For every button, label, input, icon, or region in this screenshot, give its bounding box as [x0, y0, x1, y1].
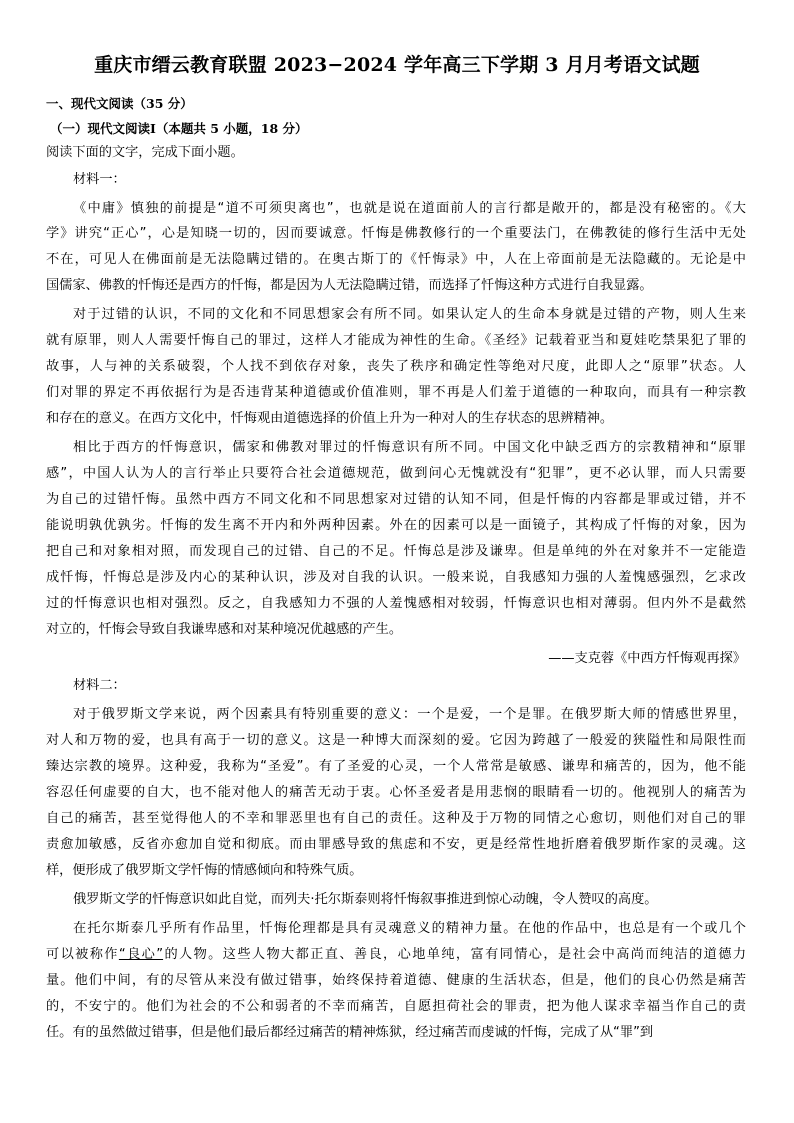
instruction-text: 阅读下面的文字，完成下面小题。 [46, 145, 244, 160]
paragraph-line: 相比于西方的忏悔意识，儒家和佛教对罪过的忏悔意识有所不同。中国文化中缺乏西方的宗教精神和“原罪 [73, 440, 746, 455]
paragraph-line: 把自己和对象相对照，而发现自己的过错、自己的不足。忏悔总是涉及谦卑。但是单纯的外在对象并不一定能造 [46, 544, 746, 559]
paragraph-line: 过的忏悔意识也相对强烈。反之，自我感知力不强的人羞愧感相对较弱，忏悔意识也相对薄弱。但内外不是截然 [46, 596, 746, 611]
paragraph-line: 在托尔斯泰几乎所有作品里，忏悔伦理都是具有灵魂意义的精神力量。在他的作品中，也总是有一个或几个 [73, 921, 746, 936]
paragraph-line: 和存在的意义。在西方文化中，忏悔观由道德选择的价值上升为一种对人的生存状态的思辨精神。 [46, 411, 614, 426]
paragraph-line: 对立的，忏悔会导致自我谦卑感和对某种境况优越感的产生。 [46, 622, 403, 637]
paragraph-line: 责愈加敏感，反省亦愈加自觉和彻底。而由罪感导致的焦虑和不安，更是经常性地折磨着俄罗斯作家的灵魂。这 [46, 837, 746, 852]
paragraph-line: 成忏悔，忏悔总是涉及内心的某种认识，涉及对自我的认识。一般来说，自我感知力强的人羞愧感强烈，乞求改 [46, 570, 746, 585]
paragraph-line: 故事，人与神的关系破裂，个人找不到依存对象，丧失了秩序和确定性等绝对尺度，此即人之“原罪”状态。人 [46, 359, 746, 374]
paragraph-line: 就有原罪，则人人需要忏悔自己的罪过，这样人才能成为神性的生命。《圣经》记载着亚当和夏娃吃禁果犯了罪的 [46, 333, 746, 348]
paragraph-line: 能说明孰优孰劣。忏悔的发生离不开内和外两种因素。外在的因素可以是一面镜子，其构成了忏悔的对象，因为 [46, 518, 746, 533]
section-heading: 一、现代文阅读（35 分） [46, 96, 193, 111]
paragraph-line: 样，便形成了俄罗斯文学忏悔的情感倾向和特殊气质。 [46, 863, 363, 878]
paragraph-line: 量。他们中间，有的尽管从来没有做过错事，始终保持着道德、健康的生活状态，但是，他们的良心仍然是痛苦 [46, 973, 746, 988]
paragraph-line: 国儒家、佛教的忏悔还是西方的忏悔，都是因为人无法隐瞒过错，而选择了忏悔这种方式进行自我显露。 [46, 278, 653, 293]
paragraph-line: 为自己的过错忏悔。虽然中西方不同文化和不同思想家对过错的认知不同，但是忏悔的内容都是罪或过错，并不 [46, 492, 746, 507]
paragraph-line-with-underline [46, 947, 746, 963]
paragraph-line: 臻达宗教的境界。这种爱，我称为“圣爱”。有了圣爱的心灵，一个人常常是敏感、谦卑和痛苦的，因为，他不能 [46, 759, 746, 774]
paragraph-line: 自己的痛苦，甚至觉得他人的不幸和罪恶里也有自己的责任。这种及于万物的同情之心愈切，则他们对自己的罪 [46, 811, 746, 826]
paragraph-line: 任。有的虽然做过错事，但是他们最后都经过痛苦的精神炼狱，经过痛苦而虔诚的忏悔，完成了从“罪”到 [46, 1025, 654, 1040]
paragraph-line: 们对罪的界定不再依据行为是否违背某种道德或价值准则，罪不再是人们羞于道德的一种取向，而具有一种宗教 [46, 385, 746, 400]
line-text-pre: 可以被称作 [46, 947, 119, 962]
paragraph-line: 《中庸》慎独的前提是“道不可须臾离也”，也就是说在道面前人的言行都是敞开的，都是没有秘密的。《大 [73, 201, 746, 216]
paragraph-line: 对人和万物的爱，也具有高于一切的意义。这是一种博大而深刻的爱。它因为跨越了一般爱的狭隘性和局限性而 [46, 733, 746, 748]
paragraph-line: 俄罗斯文学的忏悔意识如此自觉，而列夫·托尔斯泰则将忏悔叙事推进到惊心动魄，令人赞叹的高度。 [73, 892, 658, 907]
line-text-post: 的人物。这些人物大都正直、善良，心地单纯，富有同情心，是社会中高尚而纯洁的道德力 [163, 947, 746, 962]
paragraph-line: 对于俄罗斯文学来说，两个因素具有特别重要的意义：一个是爱，一个是罪。在俄罗斯大师的情感世界里， [73, 707, 746, 722]
paragraph-line: 感”，中国人认为人的言行举止只要符合社会道德规范，做到问心无愧就没有“犯罪”，更不必认罪，而人只需要 [46, 466, 746, 481]
source-citation: ——支克蓉《中西方忏悔观再探》 [548, 651, 746, 666]
paragraph-line: 不在，可见人在佛面前是无法隐瞒过错的。在奥古斯丁的《忏悔录》中，人在上帝面前是无法隐藏的。无论是中 [46, 252, 746, 267]
paragraph-line: 容忍任何虚要的自大，也不能对他人的痛苦无动于衷。心怀圣爱者是用悲悯的眼睛看一切的。他视别人的痛苦为 [46, 785, 746, 800]
material-one-label: 材料一： [73, 172, 126, 187]
material-two-label: 材料二： [73, 678, 126, 693]
paragraph-line: 的，不安宁的。他们为社会的不公和弱者的不幸而痛苦，自愿担荷社会的罪责，把为他人谋求幸福当作自己的责 [46, 999, 746, 1014]
underlined-term: “良心” [118, 947, 164, 962]
paragraph-line: 学》讲究“正心”，心是知晓一切的，因而要诚意。忏悔是佛教修行的一个重要法门，在佛教徒的修行生活中无处 [46, 226, 746, 241]
subsection-heading: （一）现代文阅读Ⅰ（本题共 5 小题，18 分） [50, 121, 308, 136]
page-title: 重庆市缙云教育联盟 2023−2024 学年高三下学期 3 月月考语文试题 [94, 54, 700, 76]
paragraph-line: 对于过错的认识，不同的文化和不同思想家会有所不同。如果认定人的生命本身就是过错的产物，则人生来 [73, 307, 746, 322]
